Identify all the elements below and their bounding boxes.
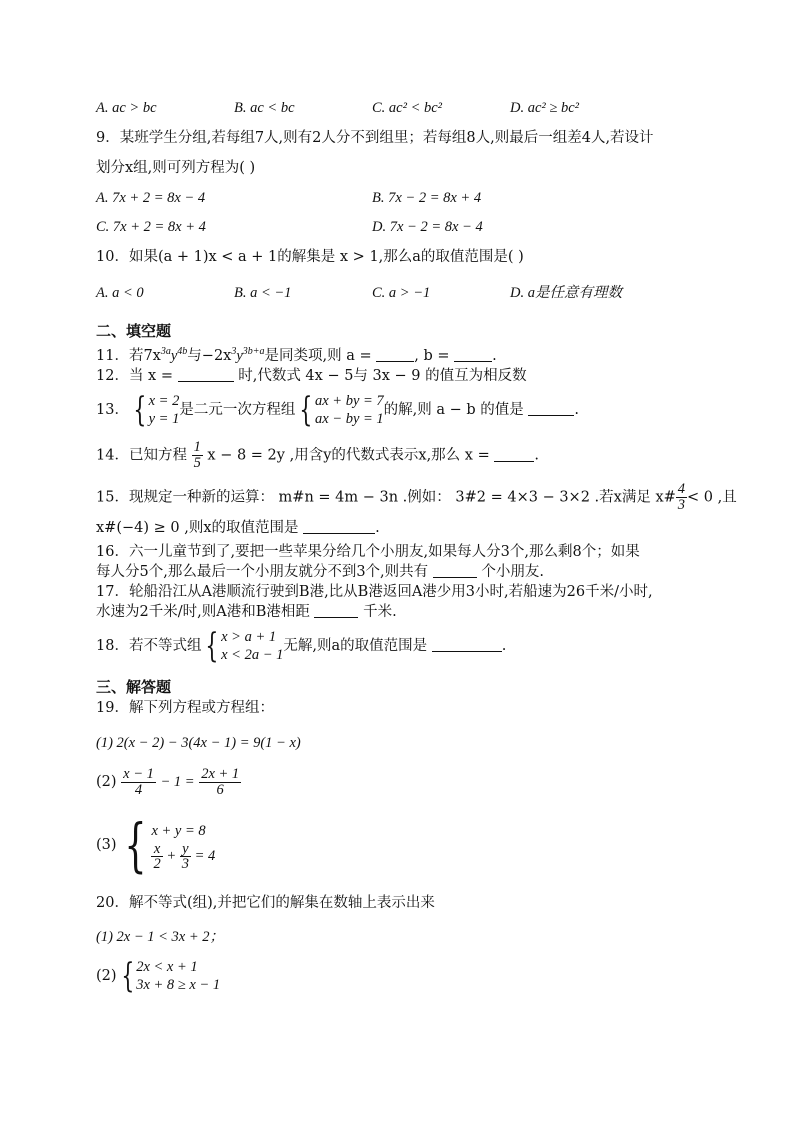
q16-blank[interactable] [433, 563, 477, 578]
q11-mid3: y [236, 347, 243, 364]
q19-p2-num2: 2x + 1 [201, 765, 240, 782]
q15-line1-pre: 15．现规定一种新的运算： m#n = 4m − 3n .例如： 3#2 = 4×3 − 3×2 .若x满足 x# [96, 489, 676, 506]
section-title-solutions: 三、解答题 [96, 678, 172, 696]
q20-title: 20．解不等式(组),并把它们的解集在数轴上表示出来 [96, 895, 435, 911]
q10-option-c: C. a > −1 [372, 285, 431, 301]
q13-system1 [129, 392, 179, 428]
q14-fraction [192, 440, 203, 471]
q12 [96, 366, 527, 386]
q13-pre: 13． [96, 402, 129, 418]
q15-blank[interactable] [303, 519, 375, 534]
q18-end: . [501, 638, 507, 654]
q13-end: . [574, 402, 580, 418]
q11-sup2: 4b [177, 346, 188, 357]
q19-p3-n2: y [180, 842, 191, 857]
q11-mid2: 与−2x [187, 347, 232, 364]
q10-text: 10．如果(a + 1)x < a + 1的解集是 x > 1,那么a的取值范围是( ) [96, 249, 524, 265]
q12-post: 时,代数式 4x − 5与 3x − 9 的值互为相反数 [238, 368, 527, 384]
q11-sep: , b = [414, 347, 450, 364]
q18-sys-row2: x < 2a − 1 [221, 647, 284, 663]
q13 [96, 390, 579, 430]
q11-sup3: 3 [231, 346, 237, 357]
q9-option-d: D. 7x − 2 = 8x − 4 [372, 219, 483, 235]
q15-frac-den: 3 [677, 497, 686, 513]
q18-system [201, 628, 283, 664]
left-brace-icon: { [120, 956, 134, 996]
q16-line2-post: 个小朋友. [481, 564, 544, 580]
q13-mid: 是二元一次方程组 [179, 402, 296, 418]
q13-post: 的解,则 a − b 的值是 [383, 402, 524, 418]
q10-option-b: B. a < −1 [234, 285, 292, 301]
q15-line2-end: . [375, 520, 380, 536]
q14-end: . [534, 447, 539, 464]
q13-system2 [295, 392, 383, 428]
q12-blank[interactable] [178, 367, 234, 382]
q11-end: . [492, 347, 497, 364]
q18-sys-row1: x > a + 1 [221, 629, 277, 645]
q19-title: 19．解下列方程或方程组： [96, 700, 274, 716]
q10-option-a: A. a < 0 [96, 285, 144, 301]
q14 [96, 440, 539, 471]
q15-frac-num: 4 [677, 481, 686, 497]
q15-line1 [96, 482, 737, 513]
q19-p3-label: (3) [96, 837, 117, 853]
q19-p2-mid: − 1 = [160, 774, 195, 790]
q19-p2-num1: x − 1 [123, 765, 154, 782]
q13-sys1-row2: y = 1 [148, 411, 180, 427]
q9-line2: 划分x组,则可列方程为( ) [96, 160, 256, 176]
left-brace-icon: { [133, 390, 147, 430]
q20-part1: (1) 2x − 1 < 3x + 2； [96, 929, 225, 945]
q13-sys1-row1: x = 2 [148, 393, 180, 409]
q13-sys2-row2: ax − by = 1 [314, 411, 384, 427]
q15-line2-pre: x#(−4) ≥ 0 ,则x的取值范围是 [96, 520, 299, 536]
q17-line2-pre: 水速为2千米/时,则A港和B港相距 [96, 604, 310, 620]
q19-p3-frac2 [180, 842, 191, 871]
q18 [96, 626, 506, 666]
q20-p2-system [117, 958, 221, 994]
q11 [96, 342, 497, 366]
q11-sup4: 3b+a [242, 346, 265, 357]
q19-p3-d2: 3 [181, 855, 189, 872]
q17-blank[interactable] [314, 603, 358, 618]
q9-option-c: C. 7x + 2 = 8x + 4 [96, 219, 206, 235]
q19-p3-frac1 [151, 842, 162, 871]
q12-pre: 12．当 x = [96, 368, 173, 384]
q11-blank-a[interactable] [376, 347, 414, 362]
q19-p3-d1: 2 [153, 855, 161, 872]
q8-option-c: C. ac² < bc² [372, 100, 443, 116]
q14-pre: 14．已知方程 [96, 447, 187, 464]
q11-post: 是同类项,则 a = [264, 347, 372, 364]
q19-p3-eq: = 4 [194, 847, 216, 864]
q11-pre: 11．若7x [96, 347, 161, 364]
q19-p2-fraction2 [199, 767, 241, 798]
q18-blank[interactable] [432, 637, 502, 652]
q13-sys2-row1: ax + by = 7 [314, 393, 384, 409]
q17-line2 [96, 602, 397, 622]
q19-p3-row2 [151, 842, 215, 871]
q9-option-a: A. 7x + 2 = 8x − 4 [96, 190, 206, 206]
q8-option-a: A. ac > bc [96, 100, 157, 116]
q17-line2-post: 千米. [363, 604, 397, 620]
q15-line2 [96, 518, 380, 538]
q20-p2-row1: 2x < x + 1 [136, 959, 198, 975]
q19-p3-row1: x + y = 8 [151, 822, 206, 839]
q19-p2-den1: 4 [134, 781, 143, 798]
q8-option-b: B. ac < bc [234, 100, 295, 116]
q19-part3 [96, 811, 216, 879]
q10-option-d: D. a是任意有理数 [510, 285, 622, 301]
q17-line1: 17．轮船沿江从A港顺流行驶到B港,比从B港返回A港少用3小时,若船速为26千米/小时, [96, 584, 653, 600]
q20-p2-row2: 3x + 8 ≥ x − 1 [136, 977, 221, 993]
q19-p2-den2: 6 [216, 781, 224, 798]
q19-part1: (1) 2(x − 2) − 3(4x − 1) = 9(1 − x) [96, 735, 301, 751]
q19-p3-plus: + [166, 847, 177, 864]
section-title-fill-in: 二、填空题 [96, 322, 172, 340]
q8-option-d: D. ac² ≥ bc² [510, 100, 579, 116]
q9-option-b: B. 7x − 2 = 8x + 4 [372, 190, 482, 206]
q19-p2-label: (2) [96, 774, 117, 790]
left-brace-icon: { [205, 626, 219, 666]
q19-p3-n1: x [151, 842, 162, 857]
q14-blank[interactable] [494, 447, 534, 462]
q14-frac-num: 1 [193, 439, 201, 455]
q20-p2-label: (2) [96, 968, 117, 984]
q15-line1-post: < 0 ,且 [687, 489, 737, 506]
q19-p3-system [117, 811, 216, 879]
q19-part2 [96, 764, 241, 800]
q11-blank-b[interactable] [454, 347, 492, 362]
left-brace-icon: { [123, 811, 147, 879]
q13-blank[interactable] [528, 401, 574, 416]
q19-p2-fraction1 [121, 767, 156, 798]
q18-pre: 18．若不等式组 [96, 638, 202, 654]
left-brace-icon: { [299, 390, 313, 430]
q14-frac-den: 5 [193, 455, 201, 471]
q16-line2 [96, 562, 544, 582]
q11-mid1: y [170, 347, 178, 364]
q16-line2-pre: 每人分5个,那么最后一个小朋友就分不到3个,则共有 [96, 564, 429, 580]
q18-post: 无解,则a的取值范围是 [283, 638, 428, 654]
q14-post: x − 8 = 2y ,用含y的代数式表示x,那么 x = [207, 447, 490, 464]
q15-fraction [676, 482, 687, 513]
q20-part2 [96, 956, 220, 996]
q11-sup1: 3a [160, 346, 171, 357]
q16-line1: 16．六一儿童节到了,要把一些苹果分给几个小朋友,如果每人分3个,那么剩8个；如果 [96, 544, 640, 560]
q9-line1: 9．某班学生分组,若每组7人,则有2人分不到组里；若每组8人,则最后一组差4人,若设计 [96, 130, 654, 146]
